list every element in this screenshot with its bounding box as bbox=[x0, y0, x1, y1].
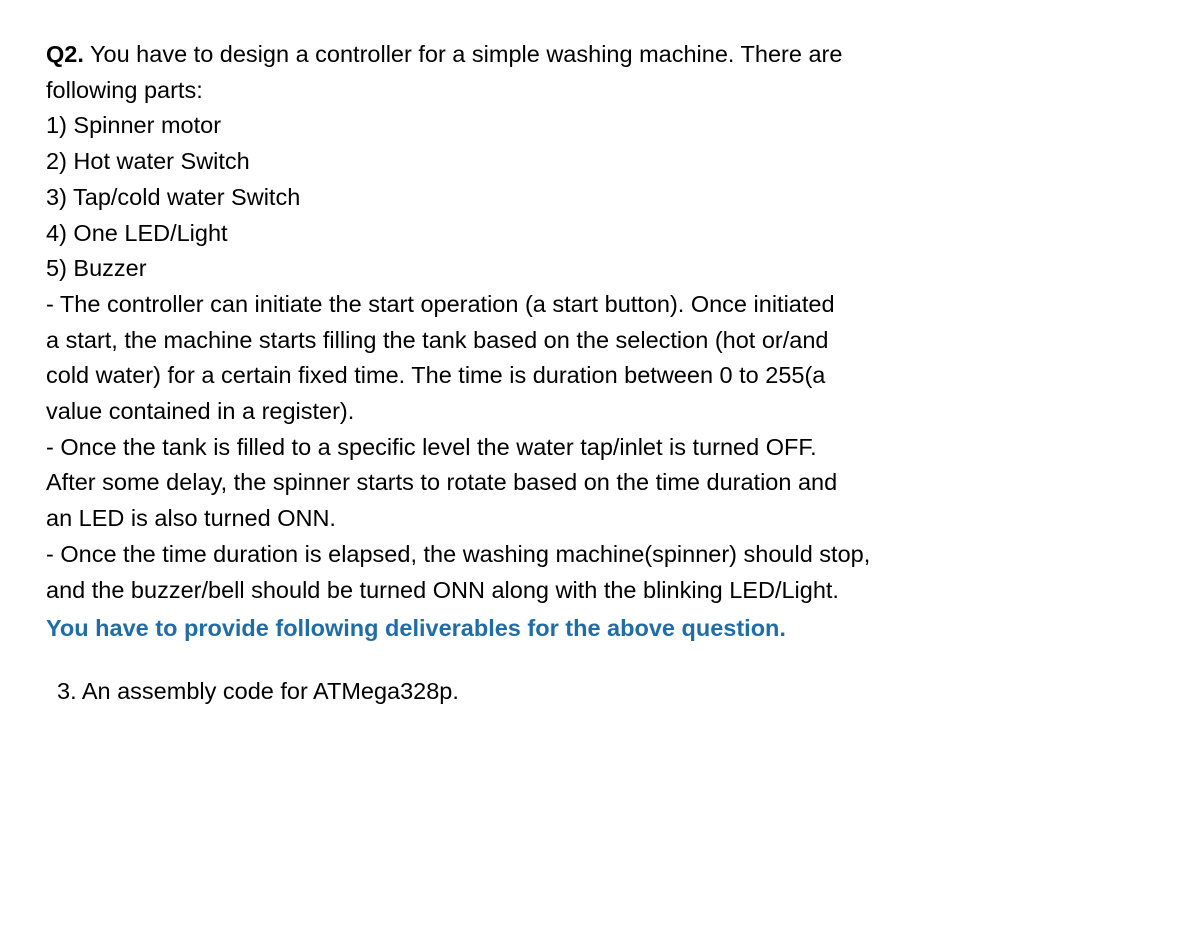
part-item-spinner-motor: 1) Spinner motor bbox=[46, 112, 222, 139]
paragraph-start-line-1: - The controller can initiate the start operation (a start button). Once initiated bbox=[46, 290, 835, 317]
part-item-cold-water-switch: 3) Tap/cold water Switch bbox=[46, 183, 301, 210]
part-item-led-light: 4) One LED/Light bbox=[46, 219, 228, 246]
part-item-hot-water-switch: 2) Hot water Switch bbox=[46, 148, 250, 175]
paragraph-fill-line-3: an LED is also turned ONN. bbox=[46, 505, 336, 532]
document-body bbox=[46, 37, 1046, 710]
question-intro-line-1 bbox=[46, 37, 1046, 73]
question-intro-text: You have to design a controller for a simple washing machine. There are bbox=[83, 41, 843, 67]
deliverable-item: 3. An assembly code for ATMega328p. bbox=[57, 677, 459, 704]
paragraph-stop-line-1: - Once the time duration is elapsed, the washing machine(spinner) should stop, bbox=[46, 540, 871, 567]
paragraph-start-line-2: a start, the machine starts filling the tank based on the selection (hot or/and bbox=[46, 326, 829, 353]
paragraph-start-line-3: cold water) for a certain fixed time. The time is duration between 0 to 255(a bbox=[46, 362, 826, 389]
deliverables-heading: You have to provide following deliverables for the above question. bbox=[46, 615, 786, 642]
question-label: Q2. bbox=[46, 41, 84, 67]
paragraph-stop-line-2: and the buzzer/bell should be turned ONN along with the blinking LED/Light. bbox=[46, 576, 839, 603]
question-intro-line-2: following parts: bbox=[46, 76, 203, 103]
paragraph-fill-line-2: After some delay, the spinner starts to rotate based on the time duration and bbox=[46, 469, 838, 496]
paragraph-fill-line-1: - Once the tank is filled to a specific level the water tap/inlet is turned OFF. bbox=[46, 433, 817, 460]
part-item-buzzer: 5) Buzzer bbox=[46, 255, 147, 282]
paragraph-start-line-4: value contained in a register). bbox=[46, 398, 355, 425]
